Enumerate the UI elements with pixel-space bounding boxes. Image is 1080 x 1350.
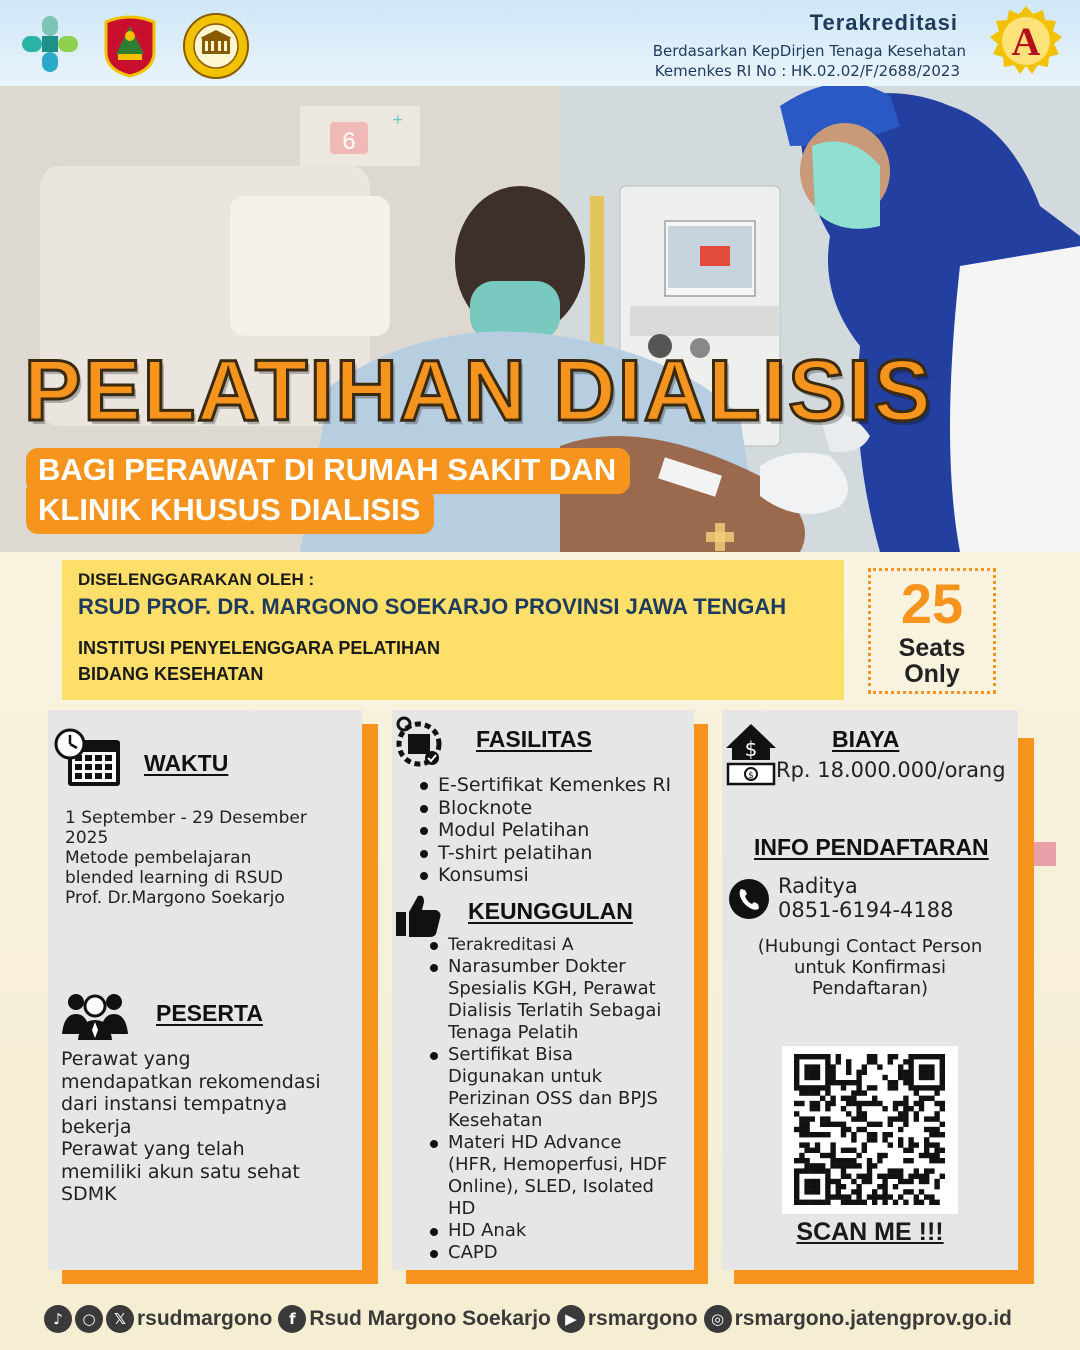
facebook-handle[interactable]: Rsud Margono Soekarjo xyxy=(309,1307,551,1330)
facilities-gear-box-icon xyxy=(394,716,444,768)
contact-block xyxy=(778,874,954,922)
youtube-handle[interactable]: rsmargono xyxy=(587,1307,698,1330)
organizer-panel xyxy=(62,560,844,700)
peserta-line: Perawat yang telah xyxy=(61,1138,245,1160)
social-handle[interactable]: rsudmargono xyxy=(137,1307,273,1330)
jawa-tengah-logo xyxy=(98,12,162,78)
hero-photo xyxy=(0,86,1080,552)
fasilitas-list xyxy=(416,774,671,887)
contact-name: Raditya xyxy=(778,874,858,898)
subtitle-line-1: BAGI PERAWAT DI RUMAH SAKIT DAN xyxy=(26,448,630,494)
institution-line-1: INSTITUSI PENYELENGGARA PELATIHAN xyxy=(78,638,441,658)
peserta-line: Perawat yang xyxy=(61,1048,191,1070)
header-bar xyxy=(0,0,1080,86)
fasilitas-item: Konsumsi xyxy=(416,864,671,887)
keunggulan-item: Narasumber Dokter Spesialis KGH, Perawat Dialisis Terlatih Sebagai Tenaga Pelatih xyxy=(426,956,667,1044)
schedule-participant-panel xyxy=(48,710,362,1270)
keunggulan-item: CAPD xyxy=(426,1242,667,1264)
svg-text:+: + xyxy=(392,112,404,128)
registration-qr-code[interactable] xyxy=(782,1046,958,1214)
globe-icon[interactable]: ◎ xyxy=(704,1305,732,1333)
peserta-title: PESERTA xyxy=(156,1000,263,1026)
fasilitas-title: FASILITAS xyxy=(476,726,592,752)
keunggulan-item: Materi HD Advance (HFR, Hemoperfusi, HDF Online), SLED, Isolated HD xyxy=(426,1132,667,1220)
house-money-icon xyxy=(724,722,778,786)
svg-text:A: A xyxy=(1011,19,1041,64)
peserta-line: SDMK xyxy=(61,1183,117,1205)
instagram-icon[interactable]: ○ xyxy=(75,1305,103,1333)
accreditation-title: Terakreditasi xyxy=(809,10,958,35)
accreditation-number: Kemenkes RI No : HK.02.02/F/2688/2023 xyxy=(654,62,960,80)
biaya-price: Rp. 18.000.000/orang xyxy=(776,758,1006,782)
thumbs-up-icon xyxy=(394,892,442,938)
peserta-text xyxy=(61,1048,321,1206)
svg-text:6: 6 xyxy=(342,128,356,155)
main-title: PELATIHAN DIALISIS xyxy=(24,343,933,439)
seats-word-1: Seats xyxy=(898,634,966,662)
waktu-line: 2025 xyxy=(65,828,109,848)
waktu-line: Metode pembelajaran xyxy=(65,848,252,868)
scan-me-label: SCAN ME !!! xyxy=(796,1218,944,1246)
youtube-icon[interactable]: ▶ xyxy=(557,1305,585,1333)
calendar-clock-icon xyxy=(54,728,124,788)
keunggulan-title: KEUNGGULAN xyxy=(468,898,633,924)
seats-badge xyxy=(868,568,996,694)
rsud-margono-logo xyxy=(182,12,250,80)
waktu-text xyxy=(65,808,307,908)
keunggulan-item: Sertifikat Bisa Digunakan untuk Perizinan OSS dan BPJS Kesehatan xyxy=(426,1044,667,1132)
decorative-tab xyxy=(1034,842,1056,866)
phone-icon xyxy=(728,878,770,920)
subtitle-line-2: KLINIK KHUSUS DIALISIS xyxy=(26,488,434,534)
keunggulan-item: HD Anak xyxy=(426,1220,667,1242)
organizer-label: DISELENGGARAKAN OLEH : xyxy=(78,570,315,589)
website-link[interactable]: rsmargono.jatengprov.go.id xyxy=(734,1307,1012,1330)
participants-icon xyxy=(62,990,128,1040)
accreditation-a-badge xyxy=(988,4,1064,80)
contact-note: (Hubungi Contact Person untuk Konfirmasi Pendaftaran) xyxy=(757,936,983,999)
peserta-line: memiliki akun satu sehat xyxy=(61,1160,300,1183)
peserta-line: mendapatkan rekomendasi xyxy=(61,1070,321,1093)
waktu-line: Prof. Dr.Margono Soekarjo xyxy=(65,888,285,908)
keunggulan-item: Terakreditasi A xyxy=(426,934,667,956)
biaya-title: BIAYA xyxy=(832,726,900,752)
tiktok-icon[interactable]: ♪ xyxy=(44,1305,72,1333)
social-footer xyxy=(44,1302,1018,1336)
info-title: INFO PENDAFTARAN xyxy=(754,834,989,860)
fasilitas-item: Blocknote xyxy=(416,797,671,820)
seats-number: 25 xyxy=(900,572,964,635)
contact-phone: 0851-6194-4188 xyxy=(778,898,954,922)
fasilitas-item: T-shirt pelatihan xyxy=(416,842,671,865)
waktu-line: 1 September - 29 Desember xyxy=(65,808,307,828)
kemenkes-logo xyxy=(20,14,80,74)
seats-word-2: Only xyxy=(904,660,960,688)
fasilitas-item: E-Sertifikat Kemenkes RI xyxy=(416,774,671,797)
facebook-icon[interactable]: f xyxy=(278,1305,306,1333)
svg-text:$: $ xyxy=(748,771,754,781)
x-icon[interactable]: 𝕏 xyxy=(106,1305,134,1333)
waktu-title: WAKTU xyxy=(144,750,229,776)
facilities-advantages-panel xyxy=(392,710,694,1270)
institution-line-2: BIDANG KESEHATAN xyxy=(78,664,264,684)
svg-text:$: $ xyxy=(744,737,758,761)
waktu-line: blended learning di RSUD xyxy=(65,868,284,888)
peserta-line: bekerja xyxy=(61,1115,132,1138)
fasilitas-item: Modul Pelatihan xyxy=(416,819,671,842)
peserta-line: dari instansi tempatnya xyxy=(61,1093,288,1115)
accreditation-basis: Berdasarkan KepDirjen Tenaga Kesehatan xyxy=(652,42,966,60)
keunggulan-list xyxy=(426,934,667,1264)
organizer-name: RSUD PROF. DR. MARGONO SOEKARJO PROVINSI JAWA TENGAH xyxy=(78,594,787,619)
